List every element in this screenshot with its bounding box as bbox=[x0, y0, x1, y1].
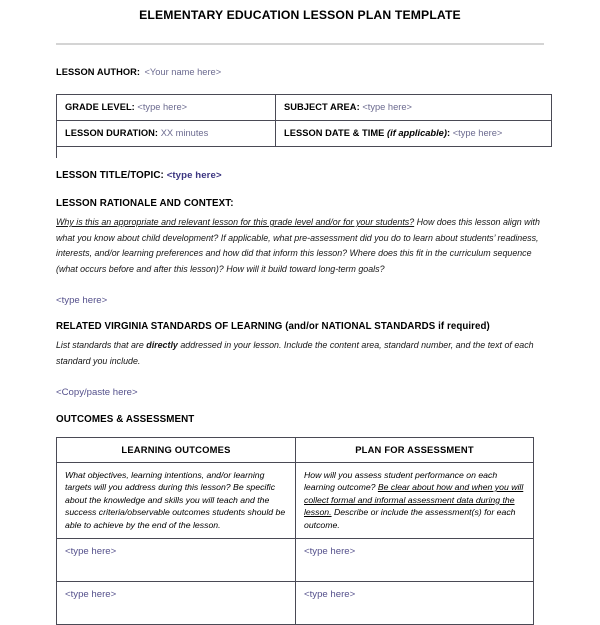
rationale-heading: LESSON RATIONALE AND CONTEXT: bbox=[56, 198, 234, 209]
grade-level-value[interactable]: <type here> bbox=[137, 102, 188, 112]
table-row bbox=[57, 121, 552, 147]
learning-outcomes-description: What objectives, learning intentions, and/or learning targets will you address during this lesson? Be specific about the knowledge and skills you will teach and the success criteria/observable outcomes students should be able to achieve by the end of the lesson. bbox=[57, 462, 296, 538]
lesson-datetime-cell[interactable] bbox=[276, 121, 552, 147]
lesson-duration-label: LESSON DURATION: bbox=[65, 128, 159, 138]
empty-table-remnant bbox=[56, 147, 533, 158]
learning-outcome-input-1[interactable] bbox=[57, 538, 296, 581]
lesson-title-label: LESSON TITLE/TOPIC: bbox=[56, 170, 164, 181]
assessment-input-2[interactable] bbox=[296, 581, 534, 624]
standards-description bbox=[56, 338, 544, 369]
outcomes-heading: OUTCOMES & ASSESSMENT bbox=[56, 413, 195, 425]
lesson-datetime-colon: : bbox=[446, 128, 451, 138]
standards-heading: RELATED VIRGINIA STANDARDS OF LEARNING (and/or NATIONAL STANDARDS if required) bbox=[56, 321, 490, 333]
standards-body-pre: List standards that are bbox=[56, 340, 147, 351]
learning-outcome-placeholder-1[interactable]: <type here> bbox=[65, 545, 117, 557]
lesson-author-line bbox=[56, 65, 544, 78]
assessment-description-pre: How will you assess student performance on each learning outcome? bbox=[304, 469, 498, 493]
column-header-learning-outcomes: LEARNING OUTCOMES bbox=[57, 437, 296, 462]
lesson-author-label: LESSON AUTHOR: bbox=[56, 67, 141, 77]
rationale-input-placeholder[interactable]: <type here> bbox=[56, 295, 108, 307]
grade-level-cell[interactable] bbox=[57, 95, 276, 121]
lesson-datetime-label: LESSON DATE & TIME bbox=[284, 128, 385, 138]
lesson-duration-cell[interactable] bbox=[57, 121, 276, 147]
rationale-description bbox=[56, 215, 544, 277]
title-divider bbox=[56, 43, 544, 45]
lesson-info-table bbox=[56, 94, 552, 147]
standards-body-emphasis: directly bbox=[146, 340, 178, 351]
table-row bbox=[57, 95, 552, 121]
assessment-description bbox=[296, 462, 534, 538]
grade-level-label: GRADE LEVEL: bbox=[65, 102, 135, 112]
rationale-underlined-intro: Why is this an appropriate and relevant lesson for this grade level and/or for your students? bbox=[56, 217, 415, 227]
table-row bbox=[57, 538, 534, 581]
assessment-placeholder-1[interactable]: <type here> bbox=[304, 545, 356, 557]
outcomes-assessment-table bbox=[56, 437, 534, 625]
standards-input-placeholder[interactable]: <Copy/paste here> bbox=[56, 386, 138, 398]
rationale-body: How does this lesson align with what you know about child development? If applicable, what pre-assessment did you do to learn about students’ readiness, interests, and/or learning preferences and how did that inform this lesson? Where does this fit in the curriculum sequence (what occurs before and after this lesson)? How will it build toward long-term goals? bbox=[56, 217, 540, 274]
lesson-duration-value[interactable]: XX minutes bbox=[160, 128, 209, 138]
learning-outcome-input-2[interactable] bbox=[57, 581, 296, 624]
lesson-title-value[interactable]: <type here> bbox=[166, 170, 222, 181]
learning-outcome-placeholder-2[interactable]: <type here> bbox=[65, 588, 117, 600]
subject-area-cell[interactable] bbox=[276, 95, 552, 121]
subject-area-value[interactable]: <type here> bbox=[362, 102, 412, 112]
table-header-row bbox=[57, 437, 534, 462]
assessment-input-1[interactable] bbox=[296, 538, 534, 581]
lesson-author-value[interactable]: <Your name here> bbox=[144, 67, 222, 77]
standards-body-post: addressed in your lesson. Include the content area, standard number, and the text of each standard you include. bbox=[56, 340, 534, 366]
table-row bbox=[57, 462, 534, 538]
assessment-description-underlined: Be clear about how and when you will collect formal and informal assessment data during the lesson. bbox=[304, 482, 524, 518]
lesson-datetime-value[interactable]: <type here> bbox=[452, 128, 503, 138]
page-title: ELEMENTARY EDUCATION LESSON PLAN TEMPLATE bbox=[139, 8, 461, 22]
lesson-title-line bbox=[56, 170, 544, 182]
column-header-plan-for-assessment: PLAN FOR ASSESSMENT bbox=[296, 437, 534, 462]
rationale-input-line bbox=[56, 293, 544, 307]
assessment-placeholder-2[interactable]: <type here> bbox=[304, 588, 356, 600]
assessment-description-post: Describe or include the assessment(s) for each outcome. bbox=[304, 507, 516, 530]
standards-input-line bbox=[56, 385, 544, 399]
table-row bbox=[57, 581, 534, 624]
subject-area-label: SUBJECT AREA: bbox=[284, 102, 360, 112]
lesson-datetime-note: (if applicable) bbox=[387, 128, 447, 138]
